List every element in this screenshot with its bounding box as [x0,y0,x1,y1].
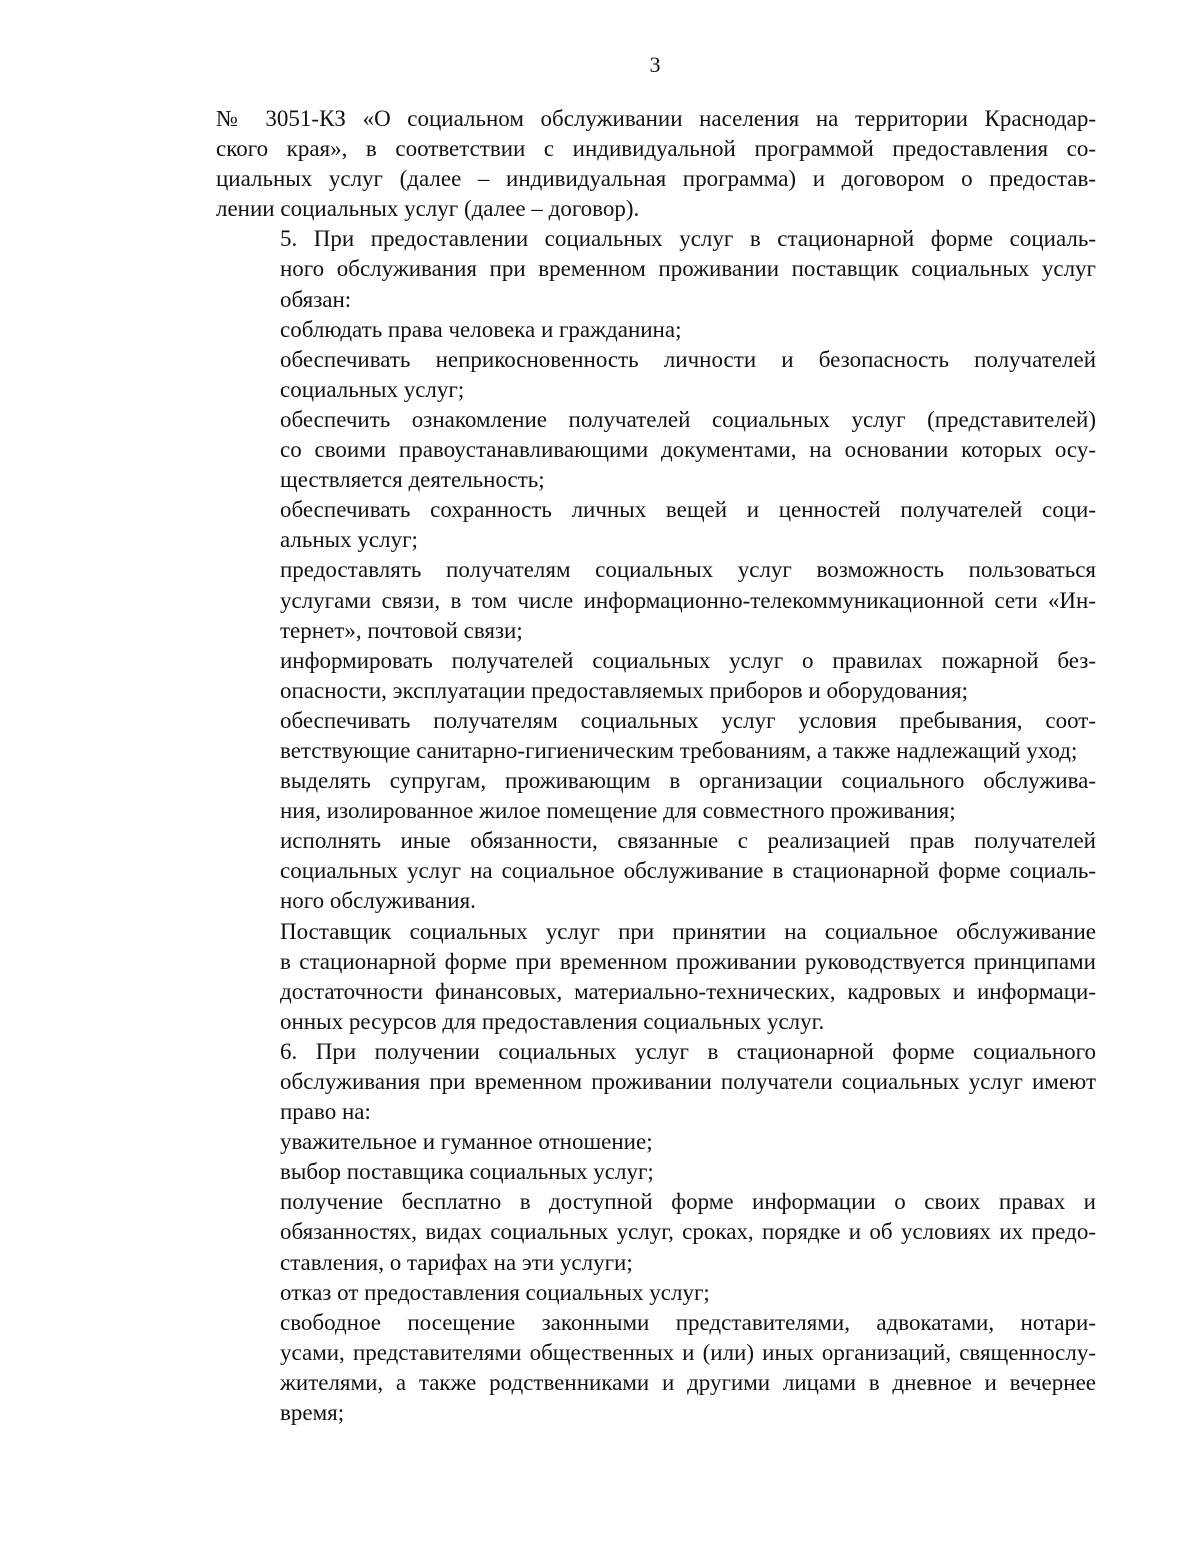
text-line: ществляется деятельность; [280,467,545,493]
text-line: обязанностях, видах социальных услуг, сроках, порядке и об условиях их предо- [280,1219,1096,1245]
text-line: 6. При получении социальных услуг в стационарной форме социального [280,1038,1096,1064]
paragraph [216,405,1096,495]
text-line: предоставлять получателям социальных услуг возможность пользоваться [280,557,1096,583]
paragraph [216,1187,1096,1277]
text-line: обеспечить ознакомление получателей социальных услуг (представителей) [280,406,1096,432]
text-line: социальных услуг; [280,376,465,402]
paragraph [216,315,1096,345]
text-line: выделять супругам, проживающим в организации социального обслужива- [280,768,1096,794]
paragraph [216,766,1096,826]
text-line: исполнять иные обязанности, связанные с реализацией прав получателей [280,828,1096,854]
text-line: тернет», почтовой связи; [280,617,523,643]
text-line: соблюдать права человека и гражданина; [280,316,682,342]
text-line: ного обслуживания. [280,888,476,914]
paragraph [216,104,1096,224]
paragraph [216,1278,1096,1308]
text-line: обеспечивать неприкосновенность личности и безопасность получателей [280,346,1096,372]
page-number: 3 [649,52,661,77]
text-line: уважительное и гуманное отношение; [280,1129,653,1155]
text-line: ния, изолированное жилое помещение для совместного проживания; [280,798,956,824]
text-line: усами, представителями общественных и (или) иных организаций, священнослу- [280,1339,1096,1365]
text-line: циальных услуг (далее – индивидуальная программа) и договором о предостав- [216,166,1096,192]
paragraph [216,555,1096,645]
paragraph [216,1127,1096,1157]
text-line: со своими правоустанавливающими документами, на основании которых осу- [280,437,1096,463]
paragraph [216,706,1096,766]
text-line: информировать получателей социальных услуг о правилах пожарной без- [280,647,1096,673]
text-line: достаточности финансовых, материально-технических, кадровых и информаци- [280,978,1096,1004]
text-line: в стационарной форме при временном проживании руководствуется принципами [280,948,1096,974]
text-line: Поставщик социальных услуг при принятии на социальное обслуживание [280,918,1096,944]
text-line: № 3051-КЗ «О социальном обслуживании населения на территории Краснодар- [216,106,1096,131]
paragraph [216,495,1096,555]
text-line: 5. При предоставлении социальных услуг в стационарной форме социаль- [280,226,1096,252]
text-line: свободное посещение законными представителями, адвокатами, нотари- [280,1309,1096,1335]
paragraph [216,917,1096,1037]
text-line: ного обслуживания при временном проживании поставщик социальных услуг [280,256,1096,282]
text-line: отказ от предоставления социальных услуг; [280,1279,710,1305]
text-line: опасности, эксплуатации предоставляемых приборов и оборудования; [280,677,968,703]
text-line: жителями, а также родственниками и другими лицами в дневное и вечернее [280,1369,1096,1395]
text-line: обеспечивать получателям социальных услуг условия пребывания, соот- [280,707,1096,733]
paragraph [216,345,1096,405]
text-line: альных услуг; [280,527,418,553]
text-line: онных ресурсов для предоставления социальных услуг. [280,1008,825,1034]
text-line: обеспечивать сохранность личных вещей и ценностей получателей соци- [280,497,1096,523]
paragraph [216,646,1096,706]
text-line: время; [280,1400,345,1426]
paragraph [216,224,1096,314]
text-line: ставления, о тарифах на эти услуги; [280,1249,633,1275]
paragraph [216,1308,1096,1428]
text-line: социальных услуг на социальное обслуживание в стационарной форме социаль- [280,858,1096,884]
text-line: ветствующие санитарно-гигиеническим требованиям, а также надлежащий уход; [280,737,1078,763]
text-line: ского края», в соответствии с индивидуальной программой предоставления со- [216,136,1096,162]
text-line: услугами связи, в том числе информационно-телекоммуникационной сети «Ин- [280,587,1096,613]
text-line: обслуживания при временном проживании получатели социальных услуг имеют [280,1069,1096,1094]
paragraph [216,1037,1096,1127]
paragraph [216,826,1096,916]
document-body [216,104,1096,1428]
text-line: выбор поставщика социальных услуг; [280,1159,654,1185]
text-line: право на: [280,1099,371,1125]
text-line: обязан: [280,286,352,312]
paragraph [216,1157,1096,1187]
text-line: лении социальных услуг (далее – договор). [216,196,640,222]
text-line: получение бесплатно в доступной форме информации о своих правах и [280,1189,1096,1215]
